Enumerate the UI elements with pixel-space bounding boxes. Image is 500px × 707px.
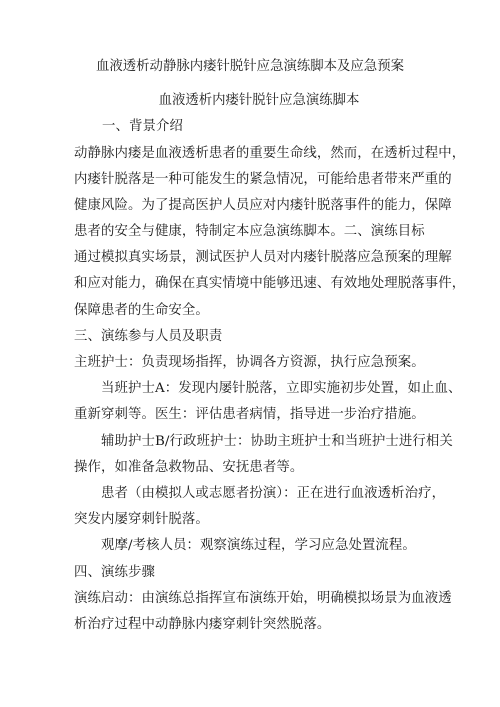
paragraph-line: 患者（由模拟人或志愿者扮演）：正在进行血液透析治疗，: [101, 486, 446, 501]
paragraph-line: 通过模拟真实场景，测试医护人员对内瘘针脱落应急预案的理解: [74, 250, 452, 265]
heading-participants: 三、演练参与人员及职责: [74, 329, 223, 344]
paragraph-line: 突发内屡穿刺针脱落。: [74, 512, 209, 527]
paragraph-line: 当班护士A：发现内屡针脱落，立即实施初步处置，如止血、: [101, 381, 462, 396]
paragraph-line: 患者的安全与健康，特制定本应急演练脚本。二、演练目标: [74, 224, 425, 239]
heading-steps: 四、演练步骤: [74, 565, 155, 580]
script-subtitle: 血液透析内瘘针脱针应急演练脚本: [158, 93, 360, 108]
paragraph-line: 操作，如准备急救物品、安抚患者等。: [74, 460, 304, 475]
paragraph-line: 辅助护士B/行政班护士：协助主班护士和当班护士进行相关: [101, 434, 453, 449]
paragraph-line: 演练启动：由演练总指挥宣布演练开始，明确模拟场景为血液透: [74, 591, 452, 606]
paragraph-line: 观摩/考核人员：观察演练过程，学习应急处置流程。: [101, 538, 416, 553]
paragraph-line: 内瘘针脱落是一种可能发生的紧急情况，可能给患者带来严重的: [74, 172, 452, 187]
paragraph-line: 重新穿刺等。医生：评估患者病情，指导进一步治疗措施。: [74, 407, 425, 422]
paragraph-line: 健康风险。为了提高医护人员应对内瘘针脱落事件的能力，保障: [74, 198, 452, 213]
paragraph-line: 和应对能力，确保在真实情境中能够迅速、有效地处理脱落事件，: [74, 276, 466, 291]
heading-background: 一、背景介绍: [102, 119, 183, 134]
document-title: 血液透析动静脉内瘘针脱针应急演练脚本及应急预案: [96, 59, 404, 74]
paragraph-line: 析治疗过程中动静脉内瘘穿刺针突然脱落。: [74, 617, 331, 632]
paragraph-line: 保障患者的生命安全。: [74, 303, 209, 318]
paragraph-line: 动静脉内瘘是血液透析患者的重要生命线，然而，在透析过程中，: [74, 146, 466, 161]
paragraph-line: 主班护士：负责现场指挥，协调各方资源，执行应急预案。: [74, 355, 425, 370]
